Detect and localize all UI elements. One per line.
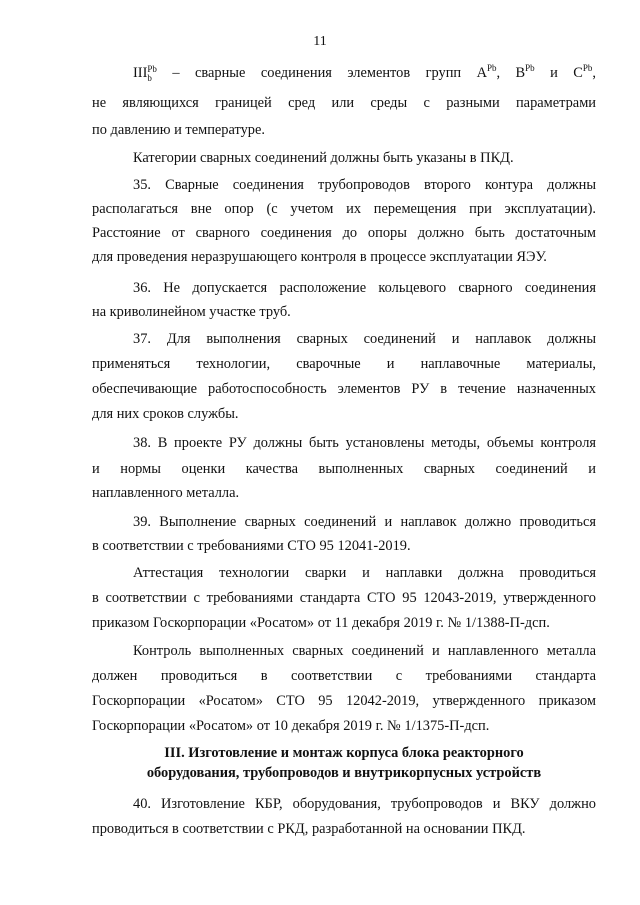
paragraph-line: и нормы оценки качества выполненных сварных соединений и	[92, 461, 596, 477]
paragraph-line: в соответствии с требованиями стандарта СТО 95 12043-2019, утвержденного	[92, 590, 596, 606]
page-number: 11	[313, 34, 327, 49]
paragraph-line: для проведения неразрушающего контроля в процессе эксплуатации ЯЭУ.	[92, 249, 547, 265]
section-heading-line-2: оборудования, трубопроводов и внутрикорпусных устройств	[146, 765, 542, 781]
paragraph-line: Контроль выполненных сварных соединений и наплавленного металла	[133, 643, 596, 659]
paragraph-line: применяться технологии, сварочные и наплавочные материалы,	[92, 356, 596, 372]
section-heading-line-1: III. Изготовление и монтаж корпуса блока реакторного	[164, 745, 524, 761]
paragraph-line: проводиться в соответствии с РКД, разработанной на основании ПКД.	[92, 821, 526, 837]
paragraph-line: располагаться вне опор (с учетом их перемещения при эксплуатации).	[92, 201, 596, 217]
paragraph-line: 35. Сварные соединения трубопроводов второго контура должны	[133, 177, 596, 193]
paragraph-line: по давлению и температуре.	[92, 122, 265, 138]
paragraph-line: 37. Для выполнения сварных соединений и наплавок должны	[133, 331, 596, 347]
paragraph-line: Аттестация технологии сварки и наплавки должна проводиться	[133, 565, 596, 581]
paragraph-line: не являющихся границей сред или среды с разными параметрами	[92, 95, 596, 111]
paragraph-line: на криволинейном участке труб.	[92, 304, 291, 320]
symbol-iii: III Pb b	[133, 63, 157, 83]
paragraph-line: III Pb b – сварные соединения элементов групп $A^{Pb}$, $B^{Pb}$ и $C^{Pb}$,	[133, 63, 597, 83]
paragraph-line: приказом Госкорпорации «Росатом» от 11 декабря 2019 г. № 1/1388-П-дсп.	[92, 615, 550, 631]
paragraph-line: Госкорпорации «Росатом» от 10 декабря 2019 г. № 1/1375-П-дсп.	[92, 718, 490, 734]
paragraph-line: для них сроков службы.	[92, 406, 239, 422]
paragraph-line: Госкорпорации «Росатом» СТО 95 12042-2019, утвержденного приказом	[92, 693, 596, 709]
paragraph-line: 38. В проекте РУ должны быть установлены методы, объемы контроля	[133, 435, 596, 451]
paragraph-line: 36. Не допускается расположение кольцевого сварного соединения	[133, 280, 596, 296]
paragraph-line: наплавленного металла.	[92, 485, 240, 501]
paragraph-line: 40. Изготовление КБР, оборудования, трубопроводов и ВКУ должно	[133, 796, 596, 812]
paragraph-line: Расстояние от сварного соединения до опоры должно быть достаточным	[92, 225, 596, 241]
paragraph-line: обеспечивающие работоспособность элементов РУ в течение назначенных	[92, 381, 596, 397]
paragraph-line: в соответствии с требованиями СТО 95 12041-2019.	[92, 538, 411, 554]
paragraph-line: должен проводиться в соответствии с требованиями стандарта	[92, 668, 596, 684]
paragraph-line: 39. Выполнение сварных соединений и наплавок должно проводиться	[133, 514, 596, 530]
paragraph-line: Категории сварных соединений должны быть указаны в ПКД.	[133, 150, 514, 166]
